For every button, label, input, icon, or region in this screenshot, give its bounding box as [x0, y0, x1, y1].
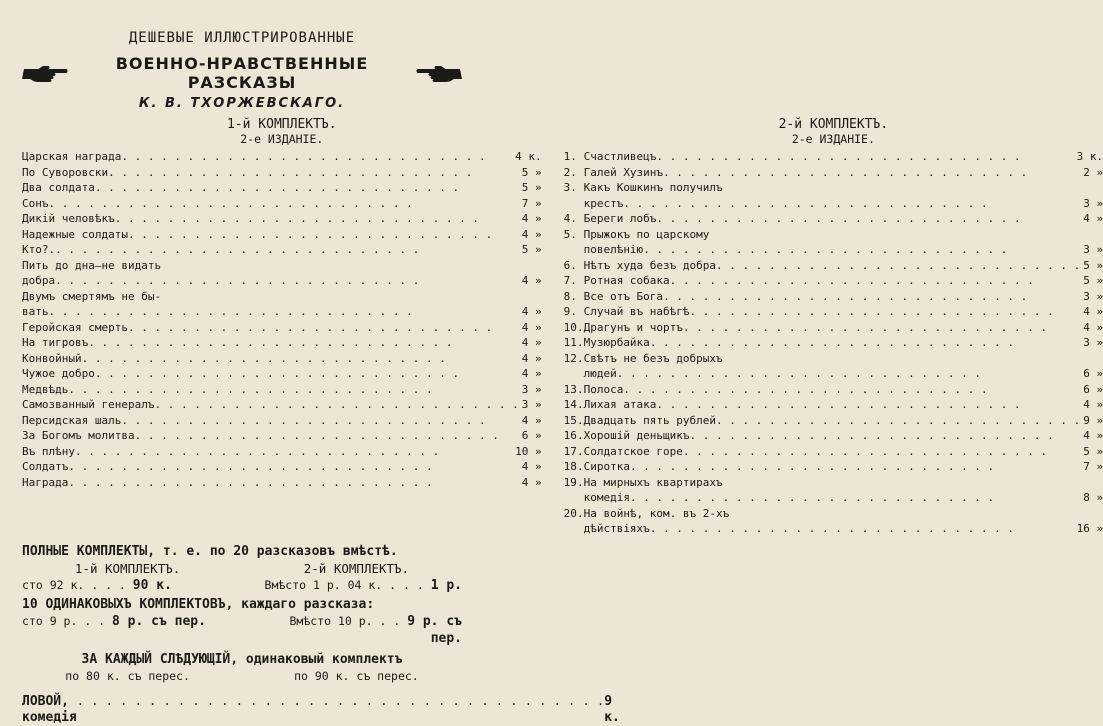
entry-price: 4 »: [521, 460, 542, 473]
entry-title: Надежные солдаты: [22, 227, 128, 241]
catalog-entry-continuation: [564, 521, 1103, 537]
leader-dots: [716, 413, 1080, 429]
entry-price: 10 »: [515, 444, 542, 458]
entry-title: Какъ Кошкинъ получилъ: [583, 181, 723, 194]
entry-price: 4 »: [521, 351, 542, 365]
author: К. В. ТХОРЖЕВСКАГО.: [138, 96, 346, 111]
catalog-entry: [22, 180, 542, 196]
entry-price: 6 »: [1083, 382, 1103, 396]
catalog-entry: [22, 413, 542, 429]
entry-number: 13.: [563, 382, 584, 396]
entry-title: Два солдата: [22, 181, 95, 194]
right-column-subtitle: 2-е ИЗДАНІЕ.: [791, 132, 875, 146]
catalog-entry: [22, 382, 542, 398]
leader-dots: [663, 165, 1080, 181]
leader-dots: [617, 366, 1081, 382]
leader-dots: [690, 304, 1081, 320]
entry-price: 6 »: [521, 429, 542, 442]
entry-price: 4 »: [521, 367, 542, 380]
right-column-title: 2-й КОМПЛЕКТЪ.: [778, 117, 889, 132]
entry-price: 3 к.: [1076, 150, 1103, 163]
catalog-entry: [22, 459, 542, 475]
catalog-entry: [22, 351, 542, 367]
set1-price-new: 90 к.: [132, 577, 172, 593]
catalog-entry: [22, 428, 542, 444]
leader-dots: [108, 165, 519, 181]
set-prices-row: [22, 577, 462, 594]
catalog-entry: [564, 351, 1103, 367]
entry-title: За Богомъ молитва: [22, 429, 135, 442]
entry-title: Конвойный: [22, 351, 82, 365]
entry-number: 1.: [563, 150, 577, 163]
leader-dots: [663, 289, 1080, 305]
leader-dots: [95, 180, 519, 196]
catalog-entry: [564, 304, 1103, 320]
pointing-hand-right-icon: [22, 63, 68, 83]
leader-dots: [650, 521, 1074, 537]
set1-title: 1-й КОМПЛЕКТЪ.: [74, 560, 181, 576]
set-titles-row: [22, 560, 462, 577]
catalog-entry: [22, 242, 542, 258]
catalog-entry: [564, 180, 1103, 196]
each1-price: по 80 к. съ перес.: [65, 668, 190, 683]
catalog-entry: [564, 444, 1103, 460]
entry-price: 8 »: [1083, 491, 1103, 504]
catalog-entry: [22, 335, 542, 351]
entry-title-continued: добра: [22, 274, 56, 287]
entry-price: 3 »: [1083, 336, 1103, 349]
entry-number: 20.: [563, 506, 584, 520]
entry-title-continued: повелѣнію: [583, 243, 644, 256]
catalog-entry-continuation: [564, 242, 1103, 258]
entry-title: Полоса: [583, 382, 624, 396]
entry-price: 4 »: [521, 320, 542, 334]
entry-price: 4 »: [1083, 429, 1103, 442]
header-line2: ВОЕННО-НРАВСТВЕННЫЕ РАЗСКАЗЫ: [115, 54, 369, 92]
ten2-price: Вмѣсто 10 р. . . 9 р. съ пер.: [289, 613, 462, 646]
ten-sets-line: [22, 596, 462, 613]
entry-title: Геройская смерть: [22, 320, 128, 334]
final-price: 9 к.: [604, 693, 620, 725]
set2-price-old: Вмѣсто 1 р. 04 к.: [264, 577, 383, 592]
catalog-entry: [564, 289, 1103, 305]
catalog-entry: [22, 397, 542, 413]
catalog-entry: [564, 475, 1103, 491]
entry-title: Драгунъ и чортъ: [583, 320, 683, 334]
catalog-entry-continuation: [22, 304, 542, 320]
entry-title: Персидская шаль: [22, 413, 122, 427]
ten-sets-text: 10 ОДИНАКОВЫХЪ КОМПЛЕКТОВЪ, каждаго разсказа:: [22, 596, 375, 612]
entry-title: Лихая атака: [583, 398, 657, 411]
entry-title: Нѣтъ худа безъ добра: [583, 258, 717, 272]
entry-title: Все отъ Бога: [583, 289, 664, 303]
catalog-entry-continuation: [564, 490, 1103, 506]
catalog-entry-continuation: [564, 196, 1103, 212]
leader-dots: [88, 335, 518, 351]
catalog-entry: [564, 273, 1103, 289]
entry-title: Счастливецъ: [583, 150, 657, 163]
catalog-entry: [564, 428, 1103, 444]
leader-dots: [656, 211, 1080, 227]
entry-title: Хорошій деньщикъ: [583, 429, 690, 442]
entry-title: Двадцать пять рублей: [583, 413, 717, 427]
entry-number: 16.: [563, 429, 584, 442]
entry-number: 4.: [563, 212, 577, 225]
leader-dots: [82, 351, 519, 367]
entry-number: 10.: [563, 320, 584, 334]
leader-dots: [121, 149, 512, 165]
entry-title: Въ плѣну: [22, 444, 75, 458]
entry-price: 5 »: [1083, 444, 1103, 458]
catalog-entry-continuation: [564, 366, 1103, 382]
catalog-entry: [564, 320, 1103, 336]
catalog-entry: [564, 211, 1103, 227]
entry-title: По Суворовски: [22, 165, 109, 179]
leader-dots: [49, 304, 519, 320]
catalog-entry: [22, 165, 542, 181]
entry-title: Ротная собака: [583, 274, 670, 287]
catalog-entry: [22, 196, 542, 212]
entry-title-continued: крестъ: [583, 196, 624, 210]
entry-title-continued: вать: [22, 305, 49, 318]
entry-title: Медвѣдь: [22, 382, 69, 396]
entry-price: 5 »: [521, 243, 542, 256]
leader-dots: [623, 382, 1080, 398]
entry-price: 6 »: [1083, 367, 1103, 380]
entry-title: Пить до дна—не видать: [22, 258, 162, 272]
pointing-hand-left-icon: [416, 63, 462, 83]
set1-price: сто 92 к. . . . 90 к.: [22, 577, 172, 593]
entry-title: Прыжокъ по царскому: [583, 227, 710, 241]
entry-title: Самозванный генералъ: [22, 398, 155, 411]
header-row: [22, 54, 462, 92]
entry-price: 5 »: [521, 181, 542, 194]
entry-price: 4 »: [1083, 212, 1103, 225]
catalog-entry: [564, 382, 1103, 398]
catalog-entry: [22, 149, 542, 165]
entry-price: 3 »: [521, 398, 542, 411]
final-line: [22, 693, 620, 726]
leader-dots: [690, 428, 1081, 444]
leader-dots: [49, 196, 519, 212]
entry-number: 2.: [563, 165, 577, 179]
entry-number: 12.: [563, 351, 584, 365]
catalog-entry: [564, 258, 1103, 274]
final-dots: [77, 693, 604, 709]
entry-number: 8.: [563, 289, 577, 303]
catalog-entry: [564, 227, 1103, 243]
entry-title: Кто?.: [22, 243, 56, 256]
entry-price: 4 »: [521, 336, 542, 349]
entry-number: 6.: [563, 258, 577, 272]
leader-dots: [623, 196, 1080, 212]
leader-dots: [670, 273, 1081, 289]
header-line1: ДЕШЕВЫЕ ИЛЛЮСТРИРОВАННЫЕ: [128, 30, 356, 46]
entry-number: 18.: [563, 460, 584, 473]
entry-price: 7 »: [1083, 460, 1103, 473]
set2-title: 2-й КОМПЛЕКТЪ.: [303, 560, 410, 576]
leader-dots: [683, 320, 1080, 336]
leader-dots: [55, 242, 519, 258]
leader-dots: [643, 242, 1080, 258]
catalog-entry: [22, 320, 542, 336]
catalog-entry: [564, 149, 1103, 165]
ten-prices-row: [22, 613, 462, 647]
entry-number: 19.: [563, 475, 584, 489]
entry-title-continued: комедія: [583, 491, 630, 504]
entry-price: 4 »: [1083, 398, 1103, 411]
catalog-entry: [564, 413, 1103, 429]
entry-title: Чужое добро: [22, 367, 95, 380]
entry-title: На тигровъ: [22, 336, 89, 349]
leader-dots: [68, 459, 518, 475]
entry-price: 5 »: [1083, 274, 1103, 287]
catalog-entry: [22, 366, 542, 382]
entry-number: 11.: [563, 336, 584, 349]
entry-price: 5 »: [1083, 258, 1103, 272]
catalog-entry: [22, 227, 542, 243]
ten2-new: 9 р. съ пер.: [407, 613, 462, 646]
entry-title: Галей Хузинъ: [583, 165, 664, 179]
ten2-old: Вмѣсто 10 р.: [289, 613, 373, 628]
entry-number: 15.: [563, 413, 584, 427]
final-title: ЛОВОЙ, комедія: [22, 693, 77, 725]
catalog-entry-continuation: [22, 273, 542, 289]
catalog-entry: [22, 444, 542, 460]
entry-price: 4 »: [1083, 320, 1103, 334]
leader-dots: [630, 490, 1080, 506]
entry-price: 4 к.: [515, 150, 542, 163]
entry-title: Дикій человѣкъ: [22, 212, 115, 225]
left-column-subtitle: 2-е ИЗДАНІЕ.: [240, 132, 324, 146]
entry-number: 17.: [563, 444, 584, 458]
catalog-entry: [22, 475, 542, 491]
entry-price: 4 »: [1083, 305, 1103, 318]
entry-title: Солдатское горе: [583, 444, 683, 458]
entry-title: Случай въ набѣгѣ: [583, 305, 690, 318]
entry-price: 9 »: [1083, 413, 1103, 427]
entry-price: 4 »: [521, 274, 542, 287]
entry-number: 3.: [563, 181, 577, 194]
entry-price: 3 »: [1083, 289, 1103, 303]
catalog-entry: [22, 211, 542, 227]
entry-price: 16 »: [1076, 522, 1103, 535]
entry-title: Двумъ смертямъ не бы-: [22, 289, 162, 303]
entry-title: На мирныхъ квартирахъ: [583, 475, 723, 489]
catalog-entry: [564, 459, 1103, 475]
leader-dots: [656, 149, 1073, 165]
entry-price: 3 »: [521, 382, 542, 396]
entry-price: 3 »: [1083, 196, 1103, 210]
left-entry-list: [22, 149, 542, 490]
leader-dots: [128, 227, 519, 243]
entry-title: Музюрбайка: [583, 336, 650, 349]
each-prices-row: [22, 668, 462, 685]
leader-dots: [128, 320, 519, 336]
leader-dots: [68, 382, 518, 398]
entry-price: 4 »: [521, 212, 542, 225]
entry-price: 4 »: [521, 227, 542, 241]
entry-price: 4 »: [521, 413, 542, 427]
entry-price: 7 »: [521, 196, 542, 210]
entry-price: 5 »: [521, 165, 542, 179]
leader-dots: [68, 475, 518, 491]
left-column-title: 1-й КОМПЛЕКТЪ.: [227, 117, 337, 132]
leader-dots: [716, 258, 1080, 274]
entry-title: На войнѣ, ком. въ 2-хъ: [583, 506, 730, 520]
catalog-entry: [22, 258, 542, 274]
leader-dots: [121, 413, 518, 429]
entry-price: 4 »: [521, 305, 542, 318]
leader-dots: [95, 366, 519, 382]
catalog-entry: [564, 397, 1103, 413]
ten1-new: 8 р. съ пер.: [112, 613, 206, 629]
ten1-price: сто 9 р. . . 8 р. съ пер.: [22, 613, 206, 629]
entry-number: 9.: [563, 305, 577, 318]
right-entry-list: [564, 149, 1103, 537]
right-column: [564, 117, 1103, 537]
each2-price: по 90 к. съ перес.: [294, 668, 419, 683]
entry-title: Береги лобъ: [583, 212, 657, 225]
entry-title: Царская награда: [22, 150, 122, 163]
entry-title: Сиротка: [583, 460, 630, 473]
entry-price: 2 »: [1083, 165, 1103, 179]
ten1-old: сто 9 р.: [22, 613, 78, 628]
each-next-line: [22, 651, 462, 668]
entry-price: 4 »: [521, 475, 542, 489]
entry-title: Сонъ: [22, 196, 49, 210]
catalog-columns: [22, 117, 1103, 537]
leader-dots: [115, 211, 519, 227]
leader-dots: [650, 335, 1080, 351]
set2-price-new: 1 р.: [430, 577, 462, 593]
entry-number: 7.: [563, 274, 577, 287]
leader-dots: [135, 428, 519, 444]
leader-dots: [55, 273, 519, 289]
leader-dots: [656, 397, 1080, 413]
entry-title: Солдатъ: [22, 460, 69, 473]
catalog-entry: [564, 165, 1103, 181]
entry-title-continued: дѣйствіяхъ: [583, 522, 650, 535]
entry-number: 14.: [563, 398, 584, 411]
entry-title: Награда: [22, 475, 69, 489]
entry-title: Свѣтъ не безъ добрыхъ: [583, 351, 723, 365]
catalog-entry: [564, 335, 1103, 351]
full-sets-line: [22, 543, 462, 560]
leader-dots: [75, 444, 512, 460]
entry-number: 5.: [563, 227, 577, 241]
left-column: [22, 117, 542, 537]
leader-dots: [683, 444, 1080, 460]
entry-price: 3 »: [1083, 243, 1103, 256]
entry-title-continued: людей: [583, 367, 617, 380]
set2-price: Вмѣсто 1 р. 04 к. . . . 1 р.: [264, 577, 462, 593]
catalog-entry: [22, 289, 542, 305]
full-sets-text: ПОЛНЫЕ КОМПЛЕКТЫ, т. е. по 20 разсказовъ вмѣстѣ.: [22, 543, 398, 559]
each-next-text: ЗА КАЖДЫЙ СЛѢДУЮЩІЙ, одинаковый комплектъ: [81, 651, 403, 667]
set1-price-old: сто 92 к.: [22, 577, 85, 592]
leader-dots: [630, 459, 1080, 475]
catalog-entry: [564, 506, 1103, 522]
leader-dots: [154, 397, 518, 413]
